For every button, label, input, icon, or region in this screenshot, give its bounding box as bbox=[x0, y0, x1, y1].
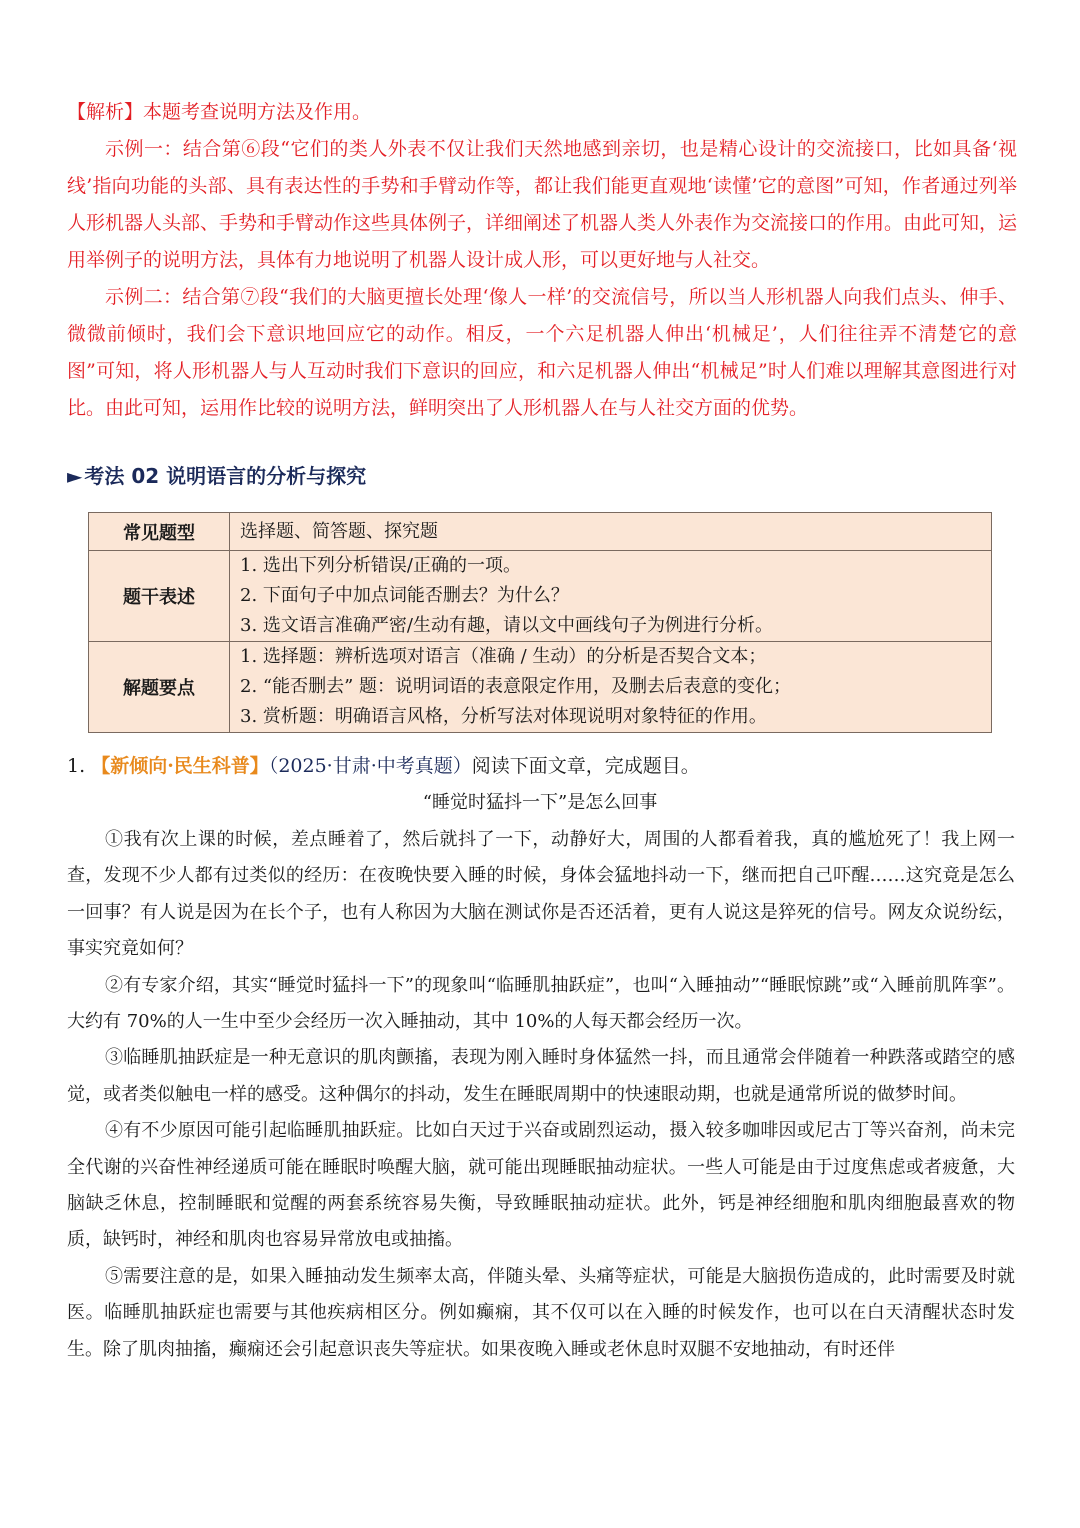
table-cell bbox=[230, 513, 992, 551]
method-table bbox=[88, 512, 992, 733]
table-header-cell: 题干表述 bbox=[89, 551, 230, 642]
table-header-cell: 解题要点 bbox=[89, 642, 230, 733]
analysis-heading: 【解析】本题考查说明方法及作用。 bbox=[67, 101, 372, 123]
table-row bbox=[89, 513, 992, 551]
question-source: （2025·甘肃·中考真题） bbox=[268, 755, 472, 777]
question-line bbox=[67, 752, 700, 780]
table-cell bbox=[230, 551, 992, 642]
article-body bbox=[67, 822, 1015, 1368]
article-title: “睡觉时猛抖一下”是怎么回事 bbox=[422, 792, 658, 813]
triangle-marker-icon: ► bbox=[67, 464, 83, 488]
table-line: 1. 选出下列分析错误/正确的一项。 bbox=[240, 555, 521, 576]
table-cell bbox=[230, 642, 992, 733]
table-line: 选择题、简答题、探究题 bbox=[240, 520, 438, 542]
analysis-block bbox=[67, 94, 1017, 427]
table-header-cell: 常见题型 bbox=[89, 513, 230, 551]
question-number: 1. bbox=[67, 755, 86, 777]
question-prompt: 阅读下面文章，完成题目。 bbox=[471, 755, 700, 777]
table-row bbox=[89, 642, 992, 733]
table-line: 3. 选文语言准确严密/生动有趣，请以文中画线句子为例进行分析。 bbox=[240, 615, 773, 636]
article-paragraph: ④有不少原因可能引起临睡肌抽跃症。比如白天过于兴奋或剧烈运动，摄入较多咖啡因或尼古丁等兴奋剂，尚未完全代谢的兴奋性神经递质可能在睡眠时唤醒大脑，就可能出现睡眠抽动症状。一些人可能是由于过度焦虑或者疲惫，大脑缺乏休息，控制睡眠和觉醒的两套系统容易失衡，导致睡眠抽动症状。此外，钙是神经细胞和肌肉细胞最喜欢的物质，缺钙时，神经和肌肉也容易异常放电或抽搐。 bbox=[67, 1120, 1015, 1251]
article-paragraph: ③临睡肌抽跃症是一种无意识的肌肉颤搐，表现为刚入睡时身体猛然一抖，而且通常会伴随着一种跌落或踏空的感觉，或者类似触电一样的感受。这种偶尔的抖动，发生在睡眠周期中的快速眼动期，也就是通常所说的做梦时间。 bbox=[67, 1047, 1015, 1105]
section-heading bbox=[67, 460, 366, 489]
analysis-example-2: 示例二：结合第⑦段“我们的大脑更擅长处理‘像人一样’的交流信号，所以当人形机器人向我们点头、伸手、微微前倾时，我们会下意识地回应它的动作。相反，一个六足机器人伸出‘机械足’，人们往往弄不清楚它的意图”可知，将人形机器人与人互动时我们下意识的回应，和六足机器人伸出“机械足”时人们难以理解其意图进行对比。由此可知，运用作比较的说明方法，鲜明突出了人形机器人在与人社交方面的优势。 bbox=[67, 286, 1017, 419]
article-paragraph: ①我有次上课的时候，差点睡着了，然后就抖了一下，动静好大，周围的人都看着我，真的尴尬死了！我上网一查，发现不少人都有过类似的经历：在夜晚快要入睡的时候，身体会猛地抖动一下，继而把自己吓醒……这究竟是怎么一回事？有人说是因为在长个子，也有人称因为大脑在测试你是否还活着，更有人说这是猝死的信号。网友众说纷纭，事实究竟如何？ bbox=[67, 829, 1015, 960]
analysis-example-1: 示例一：结合第⑥段“它们的类人外表不仅让我们天然地感到亲切，也是精心设计的交流接口，比如具备‘视线’指向功能的头部、具有表达性的手势和手臂动作等，都让我们能更直观地‘读懂’它的意图”可知，作者通过列举人形机器人头部、手势和手臂动作这些具体例子，详细阐述了机器人类人外表作为交流接口的作用。由此可知，运用举例子的说明方法，具体有力地说明了机器人设计成人形，可以更好地与人社交。 bbox=[67, 138, 1018, 271]
table-line: 3. 赏析题：明确语言风格，分析写法对体现说明对象特征的作用。 bbox=[240, 706, 767, 727]
table-line: 2. “能否删去” 题：说明词语的表意限定作用，及删去后表意的变化； bbox=[240, 676, 792, 697]
section-title: 考法 02 说明语言的分析与探究 bbox=[84, 464, 367, 488]
article-paragraph: ②有专家介绍，其实“睡觉时猛抖一下”的现象叫“临睡肌抽跃症”，也叫“入睡抽动”“睡眠惊跳”或“入睡前肌阵挛”。大约有 70%的人一生中至少会经历一次入睡抽动，其中 10%的人每天都会经历一次。 bbox=[67, 974, 1015, 1033]
article-paragraph: ⑤需要注意的是，如果入睡抽动发生频率太高，伴随头晕、头痛等症状，可能是大脑损伤造成的，此时需要及时就医。临睡肌抽跃症也需要与其他疾病相区分。例如癫痫，其不仅可以在入睡的时候发作，也可以在白天清醒状态时发生。除了肌肉抽搐，癫痫还会引起意识丧失等症状。如果夜晚入睡或老休息时双腿不安地抽动，有时还伴 bbox=[67, 1265, 1015, 1360]
question-tag: 【新倾向·民生科普】 bbox=[91, 755, 269, 777]
table-line: 2. 下面句子中加点词能否删去？为什么？ bbox=[240, 585, 569, 606]
table-line: 1. 选择题：辨析选项对语言（准确 / 生动）的分析是否契合文本； bbox=[240, 646, 767, 667]
table-row bbox=[89, 551, 992, 642]
